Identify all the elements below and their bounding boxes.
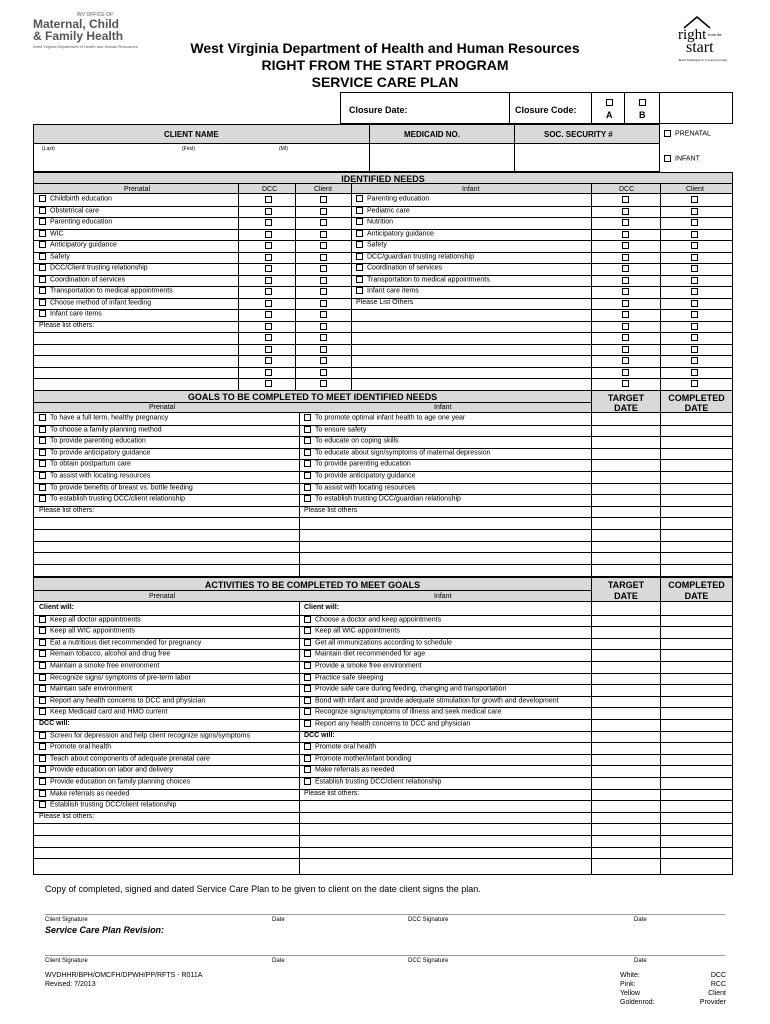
infant-client-checkbox[interactable] — [691, 300, 698, 307]
prenatal-need-other: Please list others: — [39, 321, 95, 329]
prenatal-goal-item[interactable]: To choose a family planning method — [39, 426, 162, 433]
infant-client-checkbox[interactable] — [691, 311, 698, 318]
checkbox[interactable] — [304, 484, 311, 491]
checkbox[interactable] — [39, 743, 46, 750]
infant-activity-item[interactable]: Provide a smoke free environment — [304, 662, 422, 669]
checkbox[interactable] — [39, 662, 46, 669]
checkbox[interactable] — [304, 720, 311, 727]
prenatal-client-checkbox[interactable] — [320, 231, 327, 238]
prenatal-client-checkbox[interactable] — [320, 254, 327, 261]
infant-client-checkbox[interactable] — [691, 334, 698, 341]
checkbox[interactable] — [356, 287, 363, 294]
infant-need-item[interactable]: Parenting education — [356, 195, 429, 202]
infant-activity-item[interactable]: Practice safe sleeping — [304, 674, 383, 681]
checkbox[interactable] — [39, 790, 46, 797]
closure-code-a-checkbox[interactable] — [606, 99, 613, 106]
infant-need-item[interactable]: DCC/guardian trusting relationship — [356, 253, 474, 260]
infant-goal-item[interactable]: To educate on coping skills — [304, 437, 399, 444]
copy-row: Yellow Client — [620, 990, 726, 997]
infant-client-checkbox[interactable] — [691, 208, 698, 215]
prenatal-dcc-activity-item[interactable]: Screen for depression and help client recognize signs/symptoms — [39, 732, 250, 739]
client-name-entry[interactable]: (Last) (First) (MI) — [33, 144, 660, 172]
prenatal-dcc-checkbox[interactable] — [265, 254, 272, 261]
infant-dcc-checkbox[interactable] — [622, 300, 629, 307]
infant-client-checkbox[interactable] — [691, 242, 698, 249]
infant-client-checkbox[interactable] — [691, 265, 698, 272]
infant-client-checkbox[interactable] — [691, 231, 698, 238]
infant-need-item[interactable]: Safety — [356, 241, 387, 248]
prenatal-goal-other: Please list others: — [39, 506, 95, 514]
prenatal-client-checkbox[interactable] — [320, 242, 327, 249]
closure-code-label: Closure Code: — [515, 105, 577, 115]
client-info-header — [33, 124, 660, 144]
goals-section: GOALS TO BE COMPLETED TO MEET IDENTIFIED NEEDS Prenatal Infant TARGET DATE COMPLETED DATE To have a full term, healthy pregnancy To choose a family planning method To provide parenting education To provide anticipatory guidance To obtain postpartum care To assist with locating resources To provide benefits of breast vs. bottle feeding To establish trusting DCC/client relationship Please list others: To promote optimal infant health to age one year To ensure safety To educate on coping skills To educate about sign/symptoms of maternal depression To provide parenting education To provide anticipatory guidance To assist with locating resources To establish trusting DCC/guardian relationship Please list others — [33, 391, 733, 577]
checkbox[interactable] — [304, 697, 311, 704]
prenatal-client-checkbox[interactable] — [320, 334, 327, 341]
infant-dcc-checkbox[interactable] — [622, 242, 629, 249]
checkbox[interactable] — [39, 650, 46, 657]
prenatal-need-item[interactable]: Childbirth education — [39, 195, 112, 202]
prenatal-need-item[interactable]: Coordination of services — [39, 276, 125, 283]
checkbox[interactable] — [39, 195, 46, 202]
mcfh-logo: WV OFFICE OF Maternal, Child & Family Health West Virginia Department of Health and Human Resources — [33, 12, 138, 49]
signature-line-2[interactable] — [45, 955, 725, 956]
checkbox[interactable] — [304, 766, 311, 773]
title-line-2: RIGHT FROM THE START PROGRAM — [261, 57, 509, 73]
title-line-1: West Virginia Department of Health and Human Resources — [190, 40, 580, 56]
checkbox[interactable] — [39, 264, 46, 271]
prenatal-need-item[interactable]: Transportation to medical appointments — [39, 287, 173, 294]
infant-activity-item[interactable]: Provide safe care during feeding, changing and transportation — [304, 685, 506, 692]
infant-client-checkbox[interactable] — [691, 219, 698, 226]
infant-activity-item[interactable]: Choose a doctor and keep appointments — [304, 616, 441, 623]
infant-dcc-activity-item[interactable]: Promote mother/infant bonding — [304, 755, 411, 762]
infant-dcc-checkbox[interactable] — [622, 196, 629, 203]
prenatal-client-checkbox[interactable] — [320, 323, 327, 330]
revision-label: Service Care Plan Revision: — [45, 925, 165, 935]
prenatal-need-item[interactable]: WIC — [39, 230, 64, 237]
checkbox[interactable] — [39, 674, 46, 681]
prenatal-dcc-checkbox[interactable] — [265, 196, 272, 203]
prenatal-dcc-checkbox[interactable] — [265, 208, 272, 215]
infant-activity-item[interactable]: Bond with infant and provide adequate stimulation for growth and development — [304, 697, 559, 704]
closure-box: Closure Date: Closure Code: A B — [340, 92, 733, 124]
checkbox[interactable] — [304, 460, 311, 467]
prenatal-need-item[interactable]: Obstetrical care — [39, 207, 99, 214]
checkbox[interactable] — [39, 218, 46, 225]
prenatal-dcc-activity-item[interactable]: Teach about components of adequate prenatal care — [39, 755, 210, 762]
infant-goal-item[interactable]: To promote optimal infant health to age one year — [304, 414, 465, 421]
checkbox[interactable] — [304, 495, 311, 502]
infant-dcc-checkbox[interactable] — [622, 346, 629, 353]
prenatal-need-item[interactable]: Parenting education — [39, 218, 112, 225]
identified-needs-section: IDENTIFIED NEEDS Prenatal DCC Client Infant DCC Client Childbirth education Obstetrical care Parenting education WIC Anticipatory guidance Safety DCC/Client trusting relationship Coordination of services Transportation to medical appointments Choose method of infant feeding Infant care items Please list others: Parenting education Pediatric care Nutrition Anticipatory guidance Safety DCC/guardian trusting relationship Coordination of services Transportation to medical appointments Infant care items Please List Others — [33, 172, 733, 391]
infant-dcc-checkbox[interactable] — [622, 277, 629, 284]
prenatal-client-checkbox[interactable] — [320, 219, 327, 226]
infant-option[interactable]: INFANT — [664, 155, 700, 162]
copy-row: White: DCC — [620, 972, 726, 979]
checkbox[interactable] — [39, 414, 46, 421]
checkbox[interactable] — [39, 732, 46, 739]
prenatal-need-item[interactable]: Safety — [39, 253, 70, 260]
client-name-label: CLIENT NAME — [164, 130, 219, 139]
prenatal-dcc-checkbox[interactable] — [265, 277, 272, 284]
checkbox[interactable] — [39, 276, 46, 283]
checkbox[interactable] — [39, 437, 46, 444]
revised-date: Revised: 7/2013 — [45, 981, 96, 988]
infant-client-checkbox[interactable] — [691, 196, 698, 203]
signature-line-1[interactable] — [45, 914, 725, 915]
prenatal-client-checkbox[interactable] — [320, 300, 327, 307]
infant-goal-item[interactable]: To provide parenting education — [304, 460, 411, 467]
prenatal-activity-item[interactable]: Keep all WIC appointments — [39, 627, 135, 634]
checkbox[interactable] — [356, 207, 363, 214]
checkbox[interactable] — [304, 437, 311, 444]
prenatal-client-checkbox[interactable] — [320, 288, 327, 295]
infant-dcc-checkbox[interactable] — [622, 311, 629, 318]
checkbox[interactable] — [39, 639, 46, 646]
prenatal-goal-item[interactable]: To have a full term, healthy pregnancy — [39, 414, 168, 421]
copy-note: Copy of completed, signed and dated Service Care Plan to be given to client on the date client signs the plan. — [45, 884, 481, 894]
checkbox[interactable] — [356, 276, 363, 283]
infant-need-item[interactable]: Coordination of services — [356, 264, 442, 271]
infant-dcc-activity-item[interactable]: Make referrals as needed — [304, 766, 394, 773]
checkbox[interactable] — [356, 241, 363, 248]
infant-need-item[interactable]: Anticipatory guidance — [356, 230, 434, 237]
infant-dcc-checkbox[interactable] — [622, 334, 629, 341]
checkbox[interactable] — [304, 472, 311, 479]
checkbox[interactable] — [304, 662, 311, 669]
checkbox[interactable] — [39, 616, 46, 623]
checkbox[interactable] — [304, 627, 311, 634]
prenatal-dcc-checkbox[interactable] — [265, 380, 272, 387]
infant-goal-item[interactable]: To assist with locating resources — [304, 484, 415, 491]
infant-dcc-checkbox[interactable] — [622, 369, 629, 376]
infant-activity-item[interactable]: Maintain diet recommended for age — [304, 650, 425, 657]
infant-goal-item[interactable]: To establish trusting DCC/guardian relationship — [304, 495, 461, 502]
prenatal-client-checkbox[interactable] — [320, 346, 327, 353]
form-id: WVDHHR/BPH/OMCFH/DPWH/PP/RFTS - R011A — [45, 972, 203, 979]
prenatal-dcc-checkbox[interactable] — [265, 311, 272, 318]
checkbox[interactable] — [39, 755, 46, 762]
prenatal-dcc-checkbox[interactable] — [265, 231, 272, 238]
infant-client-checkbox[interactable] — [691, 357, 698, 364]
checkbox[interactable] — [304, 674, 311, 681]
infant-goal-item[interactable]: To provide anticipatory guidance — [304, 472, 415, 479]
prenatal-client-checkbox[interactable] — [320, 357, 327, 364]
infant-dcc-checkbox[interactable] — [622, 208, 629, 215]
checkbox[interactable] — [39, 241, 46, 248]
checkbox[interactable] — [304, 743, 311, 750]
prenatal-activity-item[interactable]: Recognize signs/ symptoms of pre-term labor — [39, 674, 191, 681]
infant-goal-item[interactable]: To educate about sign/symptoms of maternal depression — [304, 449, 491, 456]
prenatal-dcc-checkbox[interactable] — [265, 346, 272, 353]
prenatal-goal-item[interactable]: To obtain postpartum care — [39, 460, 131, 467]
ssn-label: SOC. SECURITY # — [544, 130, 613, 139]
infant-dcc-activity-item[interactable]: Promote oral health — [304, 743, 376, 750]
checkbox[interactable] — [304, 616, 311, 623]
prenatal-dcc-checkbox[interactable] — [265, 369, 272, 376]
prenatal-activity-item[interactable]: Maintain a smoke free environment — [39, 662, 159, 669]
prenatal-goal-item[interactable]: To provide anticipatory guidance — [39, 449, 150, 456]
checkbox[interactable] — [39, 299, 46, 306]
checkbox[interactable] — [356, 218, 363, 225]
infant-dcc-checkbox[interactable] — [622, 219, 629, 226]
checkbox[interactable] — [304, 685, 311, 692]
checkbox[interactable] — [39, 697, 46, 704]
infant-need-item[interactable]: Transportation to medical appointments — [356, 276, 490, 283]
infant-need-item[interactable]: Nutrition — [356, 218, 393, 225]
checkbox[interactable] — [304, 426, 311, 433]
infant-client-checkbox[interactable] — [691, 380, 698, 387]
infant-dcc-checkbox[interactable] — [622, 357, 629, 364]
rfts-logo: right from the start Better beginnings for you and your baby — [672, 14, 734, 66]
infant-goal-other: Please list others — [304, 506, 358, 514]
checkbox[interactable] — [304, 449, 311, 456]
checkbox[interactable] — [304, 755, 311, 762]
checkbox[interactable] — [356, 253, 363, 260]
prenatal-client-checkbox[interactable] — [320, 196, 327, 203]
infant-client-checkbox[interactable] — [691, 323, 698, 330]
activities-title: ACTIVITIES TO BE COMPLETED TO MEET GOALS — [204, 580, 421, 590]
checkbox[interactable] — [39, 449, 46, 456]
infant-client-checkbox[interactable] — [691, 369, 698, 376]
prenatal-dcc-checkbox[interactable] — [265, 288, 272, 295]
prenatal-need-item[interactable]: Infant care items — [39, 310, 102, 317]
prenatal-dcc-activity-item[interactable]: Promote oral health — [39, 743, 111, 750]
checkbox[interactable] — [356, 264, 363, 271]
prenatal-client-checkbox[interactable] — [320, 277, 327, 284]
checkbox[interactable] — [39, 460, 46, 467]
checkbox[interactable] — [304, 778, 311, 785]
closure-code-b-checkbox[interactable] — [639, 99, 646, 106]
prenatal-activity-item[interactable]: Remain tobacco, alcohol and drug free — [39, 650, 170, 657]
checkbox[interactable] — [39, 685, 46, 692]
infant-dcc-will: DCC will: — [304, 731, 335, 739]
infant-activity-item[interactable]: Get all immunizations according to schedule — [304, 639, 452, 646]
closure-date-label: Closure Date: — [349, 105, 408, 115]
checkbox[interactable] — [39, 230, 46, 237]
prenatal-goal-item[interactable]: To establish trusting DCC/client relationship — [39, 495, 185, 502]
checkbox[interactable] — [39, 426, 46, 433]
infant-dcc-checkbox[interactable] — [622, 265, 629, 272]
infant-client-checkbox[interactable] — [691, 288, 698, 295]
checkbox[interactable] — [304, 414, 311, 421]
infant-dcc-checkbox[interactable] — [622, 323, 629, 330]
prenatal-option[interactable]: PRENATAL — [664, 130, 711, 137]
prenatal-client-checkbox[interactable] — [320, 311, 327, 318]
checkbox[interactable] — [39, 778, 46, 785]
checkbox[interactable] — [39, 801, 46, 808]
prenatal-goal-item[interactable]: To assist with locating resources — [39, 472, 150, 479]
infant-activity-item[interactable]: Recognize signs/symptoms of illness and seek medical care — [304, 708, 501, 715]
prenatal-client-checkbox[interactable] — [320, 265, 327, 272]
infant-need-item[interactable]: Pediatric care — [356, 207, 410, 214]
prenatal-dcc-activity-item[interactable]: Establish trusting DCC/client relationship — [39, 801, 176, 808]
checkbox[interactable] — [39, 472, 46, 479]
infant-client-checkbox[interactable] — [691, 254, 698, 261]
prenatal-dcc-checkbox[interactable] — [265, 219, 272, 226]
infant-activity-item[interactable]: Keep all WIC appointments — [304, 627, 400, 634]
checkbox[interactable] — [356, 195, 363, 202]
checkbox[interactable] — [39, 766, 46, 773]
copy-row: Goldenrod: Provider — [620, 999, 726, 1006]
prenatal-dcc-checkbox[interactable] — [265, 300, 272, 307]
infant-need-other: Please List Others — [356, 298, 414, 306]
checkbox[interactable] — [39, 207, 46, 214]
identified-needs-title: IDENTIFIED NEEDS — [341, 174, 425, 184]
infant-need-item[interactable]: Infant care items — [356, 287, 419, 294]
prenatal-need-item[interactable]: Choose method of infant feeding — [39, 299, 151, 306]
infant-goal-item[interactable]: To ensure safety — [304, 426, 366, 433]
prenatal-activity-item[interactable]: Eat a nutritious diet recommended for pregnancy — [39, 639, 201, 646]
prenatal-goal-item[interactable]: To provide benefits of breast vs. bottle feeding — [39, 484, 193, 491]
prenatal-dcc-checkbox[interactable] — [265, 357, 272, 364]
prenatal-dcc-activity-item[interactable]: Provide education on labor and delivery — [39, 766, 173, 773]
checkbox[interactable] — [356, 230, 363, 237]
checkbox[interactable] — [39, 627, 46, 634]
prenatal-dcc-activity-item[interactable]: Provide education on family planning choices — [39, 778, 190, 785]
prenatal-need-item[interactable]: Anticipatory guidance — [39, 241, 117, 248]
infant-dcc-checkbox[interactable] — [622, 380, 629, 387]
checkbox[interactable] — [39, 708, 46, 715]
prenatal-dcc-checkbox[interactable] — [265, 334, 272, 341]
prenatal-client-will: Client will: — [39, 604, 74, 611]
goals-title: GOALS TO BE COMPLETED TO MEET IDENTIFIED NEEDS — [187, 392, 438, 402]
prenatal-dcc-activity-item[interactable]: Make referrals as needed — [39, 790, 129, 797]
prenatal-client-checkbox[interactable] — [320, 369, 327, 376]
prenatal-dcc-checkbox[interactable] — [265, 323, 272, 330]
checkbox[interactable] — [304, 639, 311, 646]
medicaid-label: MEDICAID NO. — [404, 130, 460, 139]
title-line-3: SERVICE CARE PLAN — [311, 74, 459, 90]
activities-section: ACTIVITIES TO BE COMPLETED TO MEET GOALS Prenatal Infant TARGET DATE COMPLETED DATE Client will: Keep all doctor appointments Keep all WIC appointments Eat a nutritious diet recommended for pregnancy Remain tobacco, alcohol and drug free Maintain a smoke free environment Recognize signs/ symptoms of pre-term labor Maintain safe environment Report any health concerns to DCC and physician Keep Medicaid card and HMO current DCC will: Screen for depression and help client recognize signs/symptoms Promote oral health Teach about components of adequate prenatal care Provide education on labor and delivery Provide education on family planning choices Make referrals as needed Establish trusting DCC/client relationship Please list others: Client will: Choose a doctor and keep appointments Keep all WIC appointments Get all immunizations according to schedule Maintain diet recommended for age Provide a smoke free environment Practice safe sleeping Provide safe care during feeding, changing and transportation Bond with infant and provide adequate stimulation for growth and development Recognize signs/symptoms of illness and seek medical care Report any health concerns to DCC and physician DCC will: Promote oral health Promote mother/infant bonding Make referrals as needed Establish trusting DCC/client relationship Please list others: — [33, 577, 733, 875]
prenatal-dcc-will: DCC will: — [39, 720, 70, 727]
prenatal-activity-item[interactable]: Keep Medicaid card and HMO current — [39, 708, 168, 715]
checkbox[interactable] — [304, 708, 311, 715]
infant-dcc-activity-item[interactable]: Establish trusting DCC/client relationship — [304, 778, 441, 785]
prenatal-dcc-checkbox[interactable] — [265, 242, 272, 249]
checkbox[interactable] — [39, 287, 46, 294]
infant-dcc-checkbox[interactable] — [622, 288, 629, 295]
prenatal-activity-item[interactable]: Maintain safe environment — [39, 685, 132, 692]
copy-row: Pink: RCC — [620, 981, 726, 988]
checkbox[interactable] — [39, 310, 46, 317]
infant-activity-other: Please list others: — [304, 789, 360, 797]
prenatal-client-checkbox[interactable] — [320, 380, 327, 387]
prenatal-activity-other: Please list others: — [39, 812, 95, 820]
infant-dcc-checkbox[interactable] — [622, 254, 629, 261]
prenatal-goal-item[interactable]: To provide parenting education — [39, 437, 146, 444]
checkbox[interactable] — [304, 650, 311, 657]
prenatal-activity-item[interactable]: Keep all doctor appointments — [39, 616, 141, 623]
infant-client-checkbox[interactable] — [691, 277, 698, 284]
prenatal-dcc-checkbox[interactable] — [265, 265, 272, 272]
infant-client-checkbox[interactable] — [691, 346, 698, 353]
infant-client-will: Client will: — [304, 604, 339, 611]
checkbox[interactable] — [39, 484, 46, 491]
prenatal-need-item[interactable]: DCC/Client trusting relationship — [39, 264, 148, 271]
infant-dcc-checkbox[interactable] — [622, 231, 629, 238]
prenatal-client-checkbox[interactable] — [320, 208, 327, 215]
checkbox[interactable] — [39, 253, 46, 260]
prenatal-activity-item[interactable]: Report any health concerns to DCC and physician — [39, 697, 205, 704]
infant-activity-item[interactable]: Report any health concerns to DCC and physician — [304, 720, 470, 727]
checkbox[interactable] — [39, 495, 46, 502]
